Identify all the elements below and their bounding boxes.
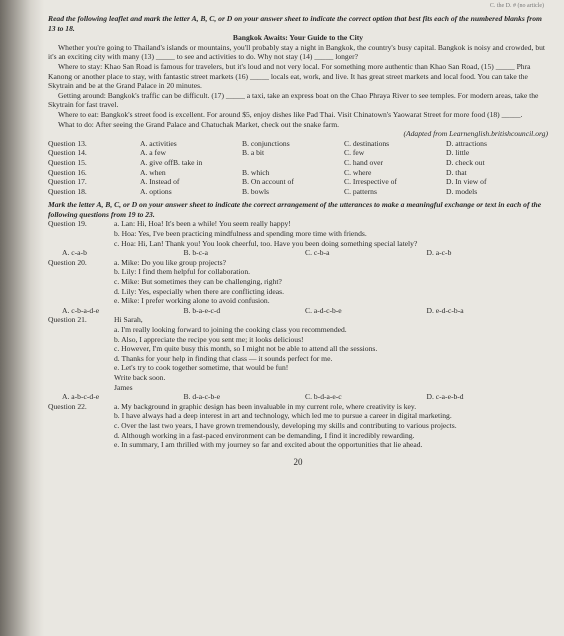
question-19: Question 19. a. Lan: Hi, Hoa! It's been a while! You seem really happy! b. Hoa: Yes, I've been practicing mindfulness and spending more time with friends. c. Hoa: Hi, Lan! Thank you! You look cheerful, too. Have you been doing something special lately? A. c-a-b B. b-c-a C. c-b-a D. a-c-b (48, 219, 548, 257)
leaflet-paragraph: Where to stay: Khao San Road is famous for travelers, but it's loud and not very local. For something more authentic than Khao San Road, (15) _____ Phra Kanong or another place to stay, with fantastic street markets (16) _____ locals eat, work, and live. It has great street markets and local food. You can take the Skytrain and be at the Grand Palace in 20 minutes. (48, 61, 531, 91)
part2-instruction: Mark the letter A, B, C, or D on your answer sheet to indicate the correct arrangement of the utterances to make a meaningful exchange or text in each of the following questions from 19 to 23. (48, 200, 542, 219)
corner-mark: C. the D. # (no article) (489, 3, 544, 9)
answer-options: A. c-b-a-d-e B. b-a-e-c-d C. a-d-c-b-e D. e-d-c-b-a (62, 305, 464, 315)
question-22: Question 22. a. My background in graphic design has been invaluable in my current role, where creativity is key. b. I have always had a deep interest in art and technology, which led me to pursue a career in digital marketing. c. Over the last two years, I have grown tremendously, developing my skills and contributing to various projects. d. Although working in a fast-paced environment can be demanding, I find it incredibly rewarding. e. In summary, I am thrilled with my journey so far and excited about the opportunities that lie ahead. (48, 401, 457, 450)
question-row: Question 18. A. options B. bowls C. patterns D. models (48, 186, 478, 196)
leaflet-source: (Adapted from Learnenglish.britishcouncil.org) (403, 129, 548, 139)
answer-options: A. a-b-c-d-e B. d-a-c-b-e C. b-d-a-e-c D. c-a-e-b-d (62, 392, 464, 402)
page-binding-shadow (0, 0, 44, 636)
question-row: Question 17. A. Instead of B. On account of C. Irrespective of D. In view of (48, 177, 487, 187)
leaflet-title: Bangkok Awaits: Your Guide to the City (232, 33, 364, 43)
answer-options: A. c-a-b B. b-c-a C. c-b-a D. a-c-b (62, 248, 452, 258)
leaflet-paragraph: Getting around: Bangkok's traffic can be difficult. (17) _____ a taxi, take an express boat on the Chao Phraya River to see temples. For modern areas, take the Skytrain for fast travel. (48, 90, 539, 110)
question-row: Question 15. A. give offB. take in C. hand over D. check out (48, 157, 485, 167)
question-row: Question 16. A. when B. which C. where D. that (48, 167, 467, 177)
question-row: Question 14. A. a few B. a bit C. few D. little (48, 148, 470, 158)
questions-13-18 (48, 139, 548, 197)
page-number: 20 (293, 456, 303, 467)
part1-instruction: Read the following leaflet and mark the letter A, B, C, or D on your answer sheet to indicate the correct option that best fits each of the numbered blanks from 13 to 18. (48, 14, 542, 33)
leaflet-paragraph: Where to eat: Bangkok's street food is excellent. For around $5, enjoy dishes like Pad Thai. Visit Chinatown's Yaowarat Street for more food (18) _____. (58, 109, 523, 119)
question-row: Question 13. A. activities B. conjunctions C. destinations D. attractions (48, 138, 487, 148)
question-21: Question 21. Hi Sarah, a. I'm really looking forward to joining the cooking class you recommended. b. Also, I appreciate the recipe you sent me; it looks delicious! c. However, I'm quite busy this month, so I might not be able to attend all the sessions. d. Thanks for your help in finding that class — it sounds perfect for me. e. Let's try to cook together sometime, that would be fun! Write back soon. James A. a-b-c-d-e B. d-a-c-b-e C. b-d-a-e-c D. c-a-e-b-d (48, 315, 548, 401)
question-20: Question 20. a. Mike: Do you like group projects? b. Lily: I find them helpful for collaboration. c. Mike: But sometimes they can be challenging, right? d. Lily: Yes, especially when there are conflicting ideas. e. Mike: I prefer working alone to avoid confusion. A. c-b-a-d-e B. b-a-e-c-d C. a-d-c-b-e D. e-d-c-b-a (48, 258, 548, 316)
leaflet-paragraph: What to do: After seeing the Grand Palace and Chatuchak Market, check out the snake farm. (58, 119, 340, 129)
leaflet-paragraph: Whether you're going to Thailand's islands or mountains, you'll probably stay a night in Bangkok, the country's busy capital. Bangkok is noisy and crowded, but it's an exciting city with many (13) _____ to see and activities to do. Why not stay (14) _____ longer? (48, 42, 546, 62)
